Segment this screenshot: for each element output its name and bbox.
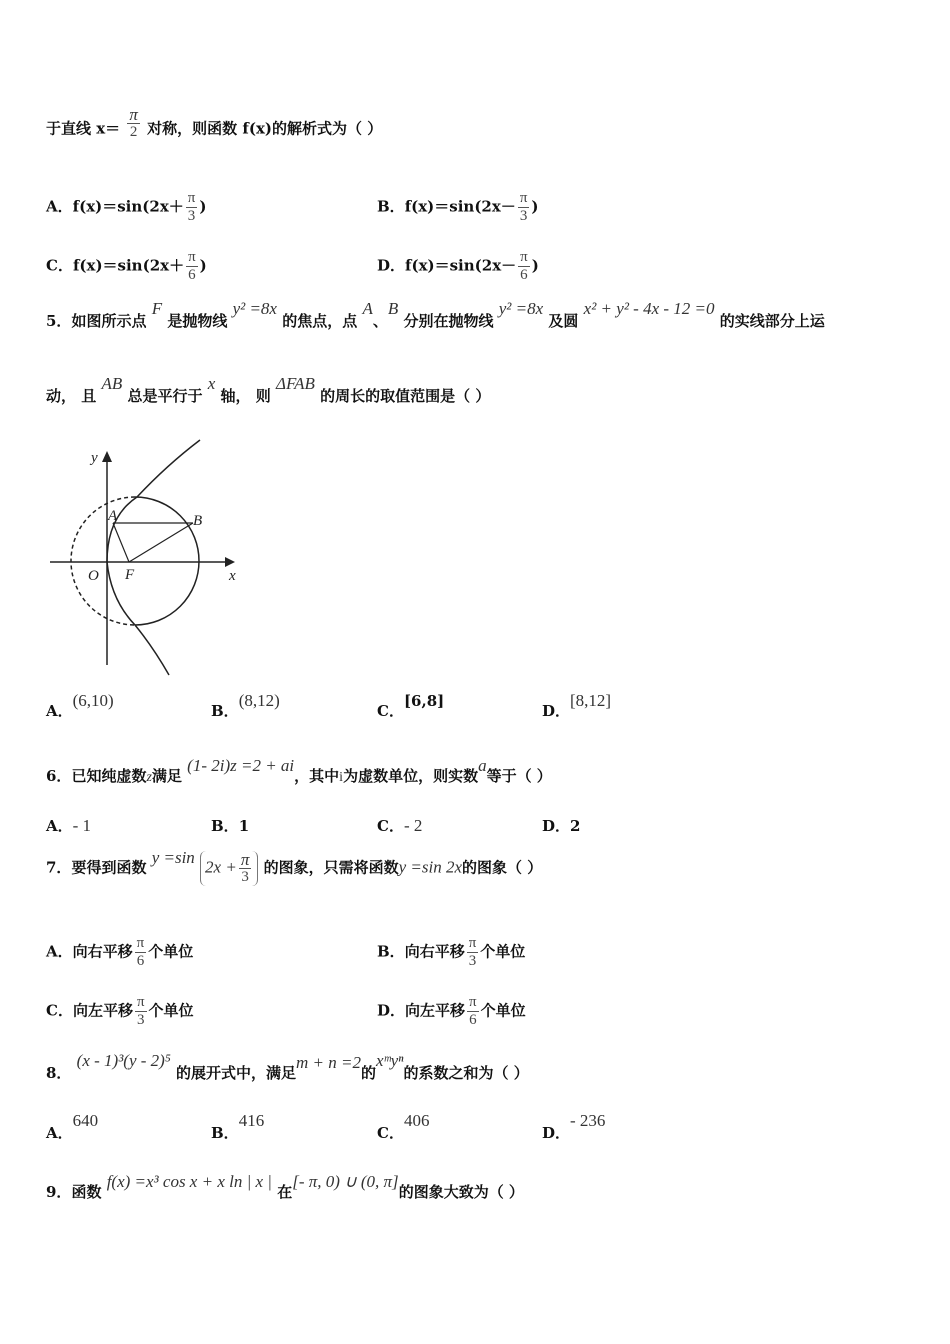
label-f: F bbox=[125, 567, 135, 583]
q7-stem: 7．要得到函数 y =sin 2x + $\frac{\pi}{3}$ 的图象，只需将函数y =sin 2x的图象（ ） bbox=[46, 847, 543, 885]
q6-stem: 6．已知纯虚数z满足 (1- 2i)z =2 + ai，其中i为虚数单位，则实数a等于（ ） bbox=[46, 756, 552, 785]
y-axis-arrow-icon bbox=[102, 451, 112, 462]
q5-figure bbox=[45, 435, 245, 680]
q8-option-a[interactable]: A．640 bbox=[46, 1111, 99, 1142]
q4-option-c[interactable]: C．f(x)＝sin(2x＋ $\frac{\pi}{6}$ ) bbox=[46, 249, 207, 283]
circle-solid-arc bbox=[135, 497, 199, 625]
q8-option-d[interactable]: D．- 236 bbox=[542, 1111, 606, 1142]
q5-stem-line1: 5．如图所示点 F 是抛物线 y² =8x 的焦点，点 A、B 分别在抛物线 y² =8x 及圆 x² + y² - 4x - 12 =0 的实线部分上运 bbox=[46, 299, 825, 330]
q8-option-c[interactable]: C．406 bbox=[377, 1111, 430, 1142]
q8-option-b[interactable]: B．416 bbox=[211, 1111, 265, 1142]
segment-bf bbox=[129, 523, 193, 562]
x-axis-arrow-icon bbox=[225, 557, 235, 567]
label-x: x bbox=[229, 568, 236, 584]
q4-stem: 于直线 x＝ $\frac{\pi}{2}$ 对称，则函数 f(x)的解析式为（ ） bbox=[46, 105, 383, 140]
q8-stem: 8． (x - 1)³(y - 2)⁵ 的展开式中，满足m + n =2的xᵐyⁿ的系数之和为（ ） bbox=[46, 1051, 529, 1082]
label-a: A bbox=[108, 508, 118, 524]
label-o: O bbox=[88, 568, 99, 584]
q6-option-a[interactable]: A．- 1 bbox=[46, 816, 92, 835]
label-y: y bbox=[91, 450, 98, 466]
q7-paren-group: 2x + $\frac{\pi}{3}$ bbox=[200, 851, 258, 886]
label-b: B bbox=[193, 513, 203, 529]
q6-option-d[interactable]: D．2 bbox=[542, 817, 581, 835]
q4-option-d[interactable]: D．f(x)＝sin(2x－ $\frac{\pi}{6}$ ) bbox=[377, 249, 539, 283]
q6-option-c[interactable]: C．- 2 bbox=[377, 816, 423, 835]
q5-option-b[interactable]: B．(8,12) bbox=[211, 691, 280, 720]
q4-option-a[interactable]: A．f(x)＝sin(2x＋ $\frac{\pi}{3}$ ) bbox=[46, 190, 207, 224]
q5-parabola-repeat: y² =8x bbox=[498, 299, 544, 318]
q5-stem-line2: 动， 且 AB 总是平行于 x 轴， 则 ΔFAB 的周长的取值范围是（ ） bbox=[46, 374, 491, 405]
q9-stem: 9．函数 f(x) =x³ cos x + x ln | x | 在[- π, 0) ∪ (0, π]的图象大致为（ ） bbox=[46, 1172, 524, 1201]
q7-option-d[interactable]: D．向左平移 $\frac{\pi}{6}$ 个单位 bbox=[377, 994, 526, 1028]
segment-af bbox=[113, 523, 129, 562]
q7-option-a[interactable]: A．向右平移 $\frac{\pi}{6}$ 个单位 bbox=[46, 935, 194, 969]
q7-option-b[interactable]: B．向右平移 $\frac{\pi}{3}$ 个单位 bbox=[377, 935, 526, 969]
q5-option-c[interactable]: C．[6,8] bbox=[377, 692, 445, 720]
q4-option-b[interactable]: B．f(x)＝sin(2x－ $\frac{\pi}{3}$ ) bbox=[377, 190, 539, 224]
parabola-lower bbox=[107, 562, 169, 675]
q7-option-c[interactable]: C．向左平移 $\frac{\pi}{3}$ 个单位 bbox=[46, 994, 194, 1028]
q5-option-d[interactable]: D．[8,12] bbox=[542, 691, 612, 720]
circle-dashed-arc bbox=[71, 497, 135, 625]
q6-option-b[interactable]: B．1 bbox=[211, 817, 250, 835]
q5-option-a[interactable]: A．(6,10) bbox=[46, 691, 114, 720]
q4-stem-fraction: $\frac{\pi}{2}$ bbox=[129, 105, 138, 140]
